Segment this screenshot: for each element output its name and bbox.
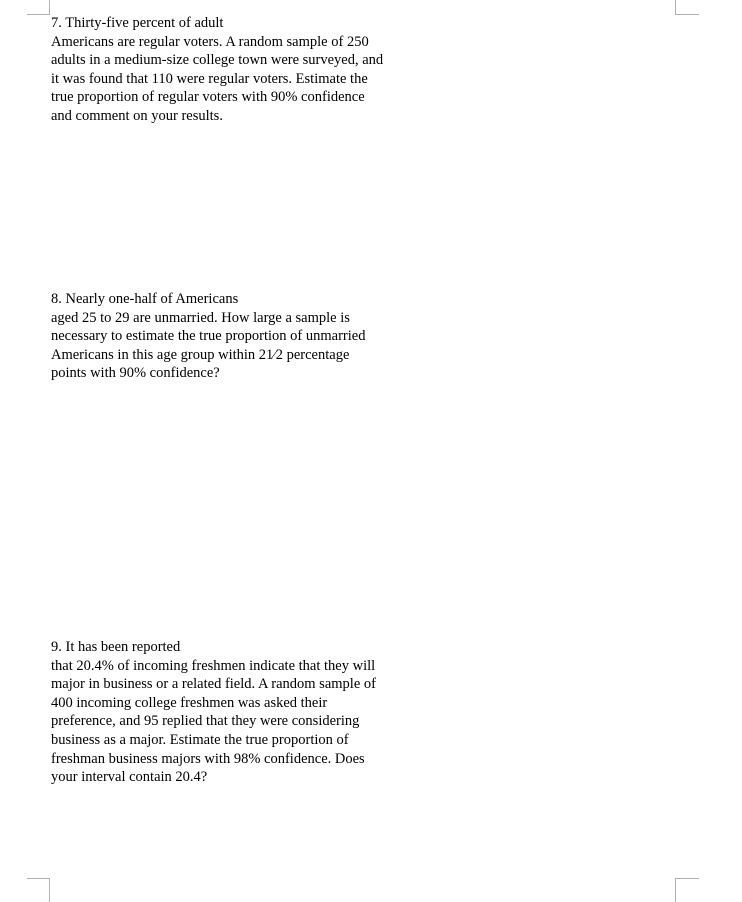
question-text-line: adults in a medium-size college town were surveyed, and (51, 52, 384, 69)
question-text-line: Americans in this age group within 21⁄2 percentage (51, 346, 350, 363)
question-text-line: your interval contain 20.4? (51, 769, 208, 786)
question-text-line: major in business or a related field. A random sample of (51, 676, 376, 693)
question-text-line: true proportion of regular voters with 90% confidence (51, 89, 365, 106)
question-9 (51, 638, 431, 787)
question-7 (51, 14, 431, 126)
crop-mark-top-right-vertical (675, 0, 676, 14)
question-8 (51, 290, 431, 383)
question-text-line: it was found that 110 were regular voters. Estimate the (51, 70, 368, 87)
question-text-line: aged 25 to 29 are unmarried. How large a sample is (51, 309, 350, 326)
question-text-line: freshman business majors with 98% confidence. Does (51, 750, 365, 767)
question-text-line: points with 90% confidence? (51, 365, 220, 382)
question-text-line: necessary to estimate the true proportion of unmarried (51, 328, 366, 345)
crop-mark-top-left-vertical (49, 0, 50, 14)
crop-mark-bottom-left-vertical (49, 878, 50, 902)
question-text-line: that 20.4% of incoming freshmen indicate that they will (51, 657, 376, 674)
question-text-line: 8. Nearly one-half of Americans (51, 291, 239, 307)
question-text-line: 7. Thirty-five percent of adult (51, 15, 224, 31)
question-text-line: and comment on your results. (51, 107, 223, 124)
crop-mark-bottom-right-vertical (675, 878, 676, 902)
crop-mark-bottom-right-horizontal (675, 878, 699, 879)
question-text-line: business as a major. Estimate the true proportion of (51, 731, 349, 748)
crop-mark-bottom-left-horizontal (27, 878, 50, 879)
question-text-line: preference, and 95 replied that they were considering (51, 713, 360, 730)
crop-mark-top-left-horizontal (27, 14, 50, 15)
question-text-line: 400 incoming college freshmen was asked their (51, 694, 328, 711)
question-text-line: Americans are regular voters. A random sample of 250 (51, 33, 369, 50)
question-text-line: 9. It has been reported (51, 639, 181, 655)
crop-mark-top-right-horizontal (675, 14, 699, 15)
